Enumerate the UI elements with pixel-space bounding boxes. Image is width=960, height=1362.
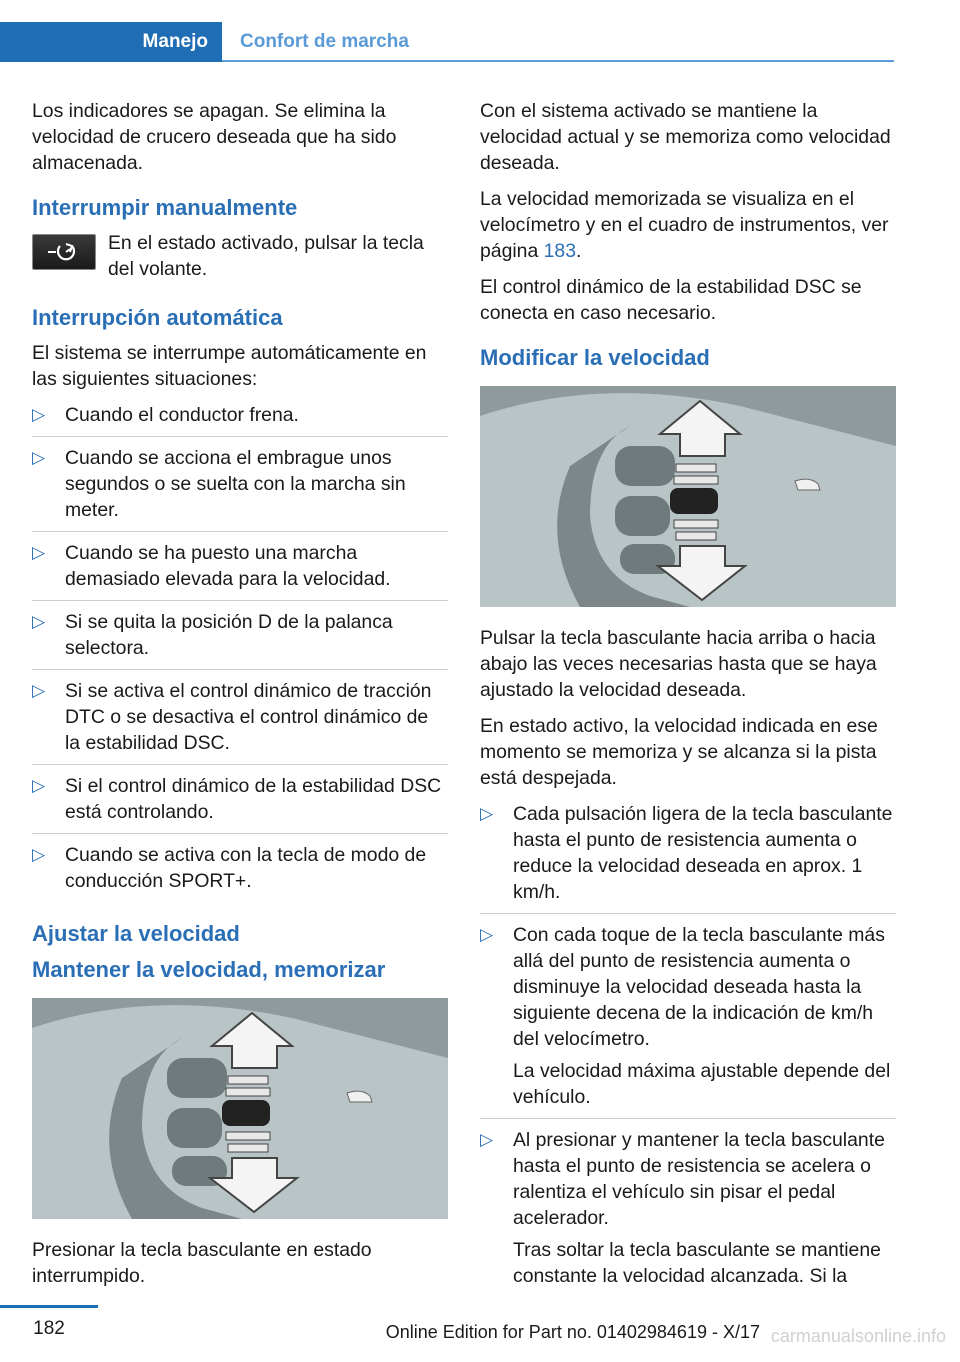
steering-wheel-rocker-image	[32, 998, 448, 1219]
list-item: ▷ Si se activa el control dinámico de tracción DTC o se desactiva el control dinámico de la estabilidad DSC.	[32, 678, 448, 765]
page-reference-link[interactable]: 183	[543, 240, 576, 262]
footer-rule	[0, 1305, 98, 1308]
triangle-bullet-icon: ▷	[480, 804, 494, 823]
list-item: ▷ Si se quita la posición D de la palanca selectora.	[32, 609, 448, 670]
list-item: ▷ Cuando se ha puesto una marcha demasiado elevada para la velocidad.	[32, 540, 448, 601]
list-item-note: Tras soltar la tecla basculante se mantiene constante la velocidad alcanzada. Si la	[513, 1239, 881, 1287]
edition-note: Online Edition for Part no. 01402984619 - X/17	[385, 1322, 760, 1342]
auto-intro: El sistema se interrumpe automáticamente en las siguientes situaciones:	[32, 342, 427, 390]
list-item: ▷ Si el control dinámico de la estabilidad DSC está controlando.	[32, 773, 448, 834]
tab-manejo[interactable]: Manejo	[0, 22, 222, 62]
image-caption: Presionar la tecla basculante en estado interrumpido.	[32, 1239, 372, 1287]
left-column	[32, 98, 448, 1299]
triangle-bullet-icon: ▷	[480, 925, 494, 944]
list-item: ▷ Al presionar y mantener la tecla basculante hasta el punto de resistencia se acelera o ralentiza el vehículo sin pisar el pedal acelerador. Tras soltar la tecla basculante se mantiene constante la velocidad alcanzada. Si la	[480, 1127, 896, 1297]
triangle-bullet-icon: ▷	[32, 448, 46, 467]
auto-interrupt-list	[32, 402, 448, 902]
header-rule	[222, 60, 894, 62]
list-item: ▷ Cuando se activa con la tecla de modo de conducción SPORT+.	[32, 844, 427, 892]
list-item: ▷ Con cada toque de la tecla basculante más allá del punto de resistencia aumenta o disminuye la velocidad deseada hasta la siguiente decena de la indicación de km/h del velocímetro. La velocidad máxima ajustable depende del vehículo.	[480, 922, 896, 1119]
page-number: 182	[33, 1318, 65, 1339]
tab-confort-de-marcha[interactable]: Confort de marcha	[240, 31, 409, 52]
paragraph-active-state: En estado activo, la velocidad indicada en ese momento se memoriza y se alcanza si la pista está despejada.	[480, 715, 878, 789]
paragraph-system-activated: Con el sistema activado se mantiene la velocidad actual y se memoriza como velocidad deseada.	[480, 100, 891, 174]
paragraph-dsc: El control dinámico de la estabilidad DSC se conecta en caso necesario.	[480, 276, 862, 324]
heading-mantener-velocidad: Mantener la velocidad, memorizar	[32, 957, 386, 982]
triangle-bullet-icon: ▷	[480, 1130, 494, 1149]
triangle-bullet-icon: ▷	[32, 405, 46, 424]
paragraph-memorized-speed: La velocidad memorizada se visualiza en el velocímetro y en el cuadro de instrumentos, ver página 183.	[480, 188, 889, 262]
paragraph-press-rocker: Pulsar la tecla basculante hacia arriba o hacia abajo las veces necesarias hasta que se haya ajustado la velocidad deseada.	[480, 627, 877, 701]
paragraph-indicators-off: Los indicadores se apagan. Se elimina la velocidad de crucero deseada que ha sido almacenada.	[32, 100, 397, 174]
right-column	[480, 98, 896, 1305]
list-item-note: La velocidad máxima ajustable depende del vehículo.	[513, 1060, 891, 1108]
list-item: ▷ Cuando el conductor frena.	[32, 402, 448, 437]
cruise-control-button-icon	[32, 234, 96, 270]
triangle-bullet-icon: ▷	[32, 776, 46, 795]
speed-adjust-list	[480, 801, 896, 1297]
triangle-bullet-icon: ▷	[32, 543, 46, 562]
heading-ajustar-velocidad: Ajustar la velocidad	[32, 921, 240, 946]
triangle-bullet-icon: ▷	[32, 612, 46, 631]
list-item: ▷ Cada pulsación ligera de la tecla basculante hasta el punto de resistencia aumenta o reduce la velocidad deseada en aprox. 1 km/h.	[480, 801, 896, 914]
triangle-bullet-icon: ▷	[32, 681, 46, 700]
triangle-bullet-icon: ▷	[32, 845, 46, 864]
list-item: ▷ Cuando se acciona el embrague unos segundos o se suelta con la marcha sin meter.	[32, 445, 448, 532]
interrupt-button-row	[32, 230, 448, 282]
heading-interrupcion-automatica: Interrupción automática	[32, 305, 283, 330]
steering-wheel-rocker-image-2	[480, 386, 896, 607]
heading-modificar-velocidad: Modificar la velocidad	[480, 345, 710, 370]
watermark: carmanualsonline.info	[770, 1326, 946, 1346]
heading-interrumpir-manualmente: Interrumpir manualmente	[32, 195, 298, 220]
interrupt-instruction: En el estado activado, pulsar la tecla del volante.	[108, 232, 424, 280]
